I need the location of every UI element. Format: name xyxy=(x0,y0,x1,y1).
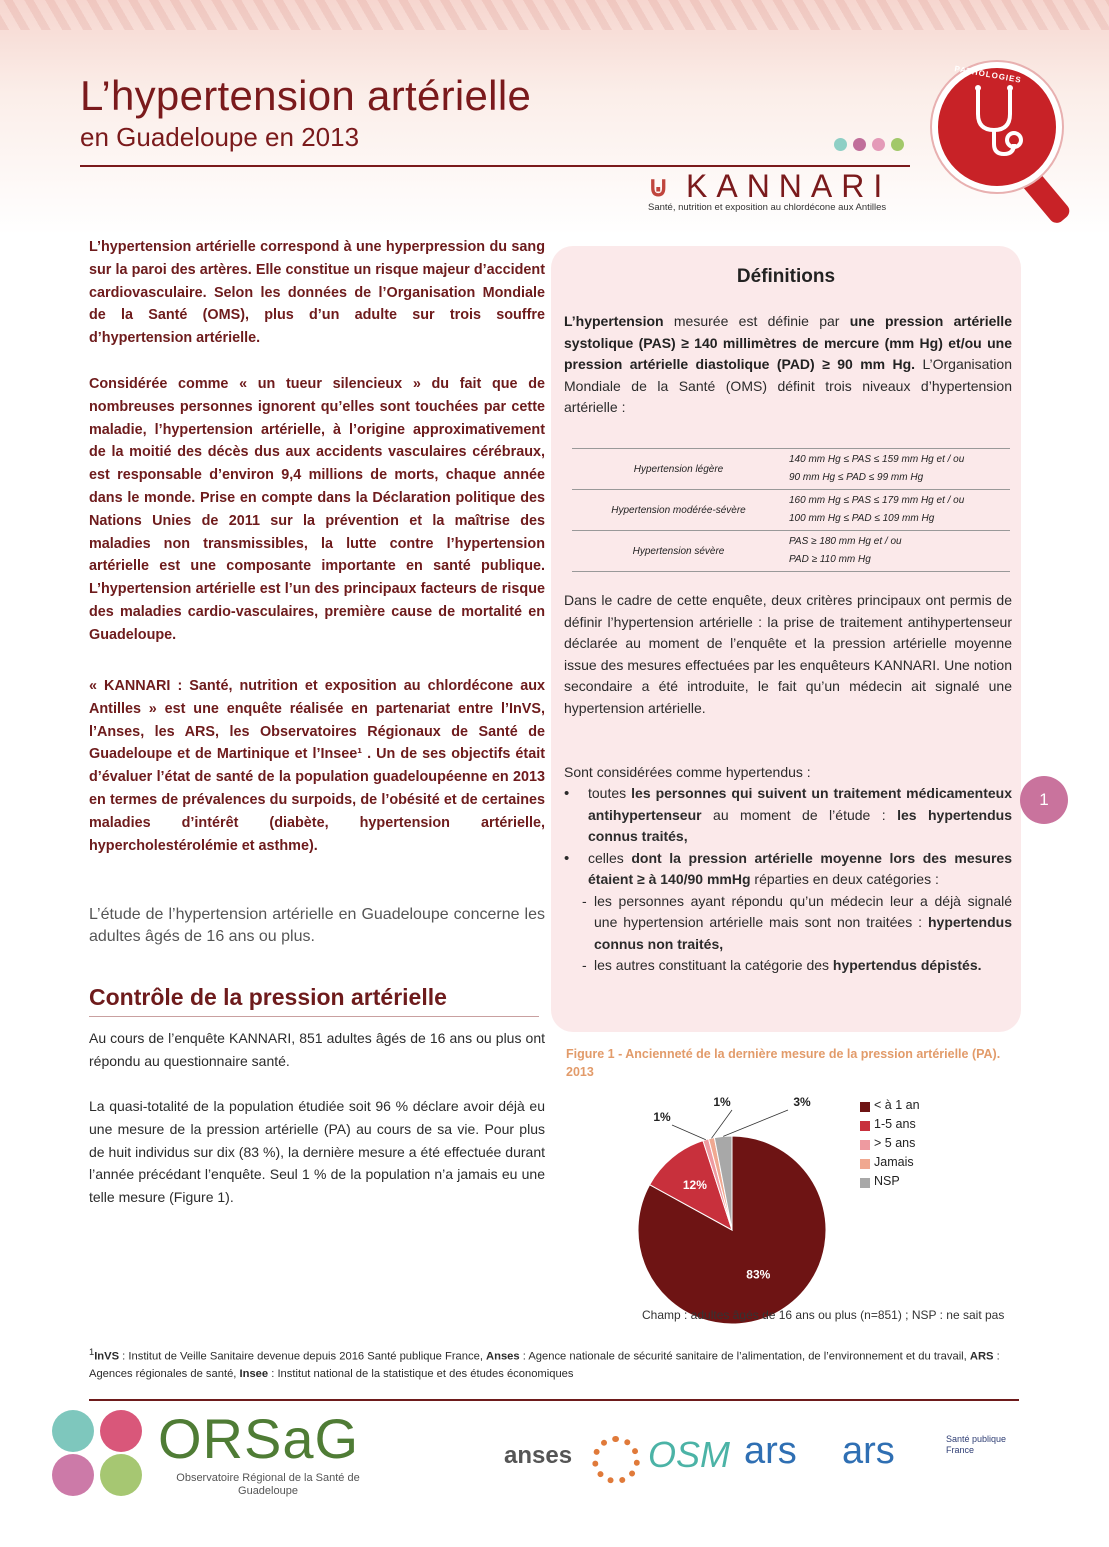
footnote-text: : Agences régionales de santé, xyxy=(89,1350,1000,1380)
list-text: celles xyxy=(588,849,632,866)
table-row xyxy=(572,531,1010,572)
hypertension-criteria-list xyxy=(564,783,1012,977)
list-item xyxy=(564,783,1012,848)
anses-ring-icon xyxy=(592,1436,640,1484)
orsag-logo xyxy=(50,1406,390,1506)
table-value-line: 140 mm Hg ≤ PAS ≤ 159 mm Hg et / ou xyxy=(789,454,965,465)
figure-title: Figure 1 - Ancienneté de la dernière mesure de la pression artérielle (PA). 2013 xyxy=(566,1047,1001,1079)
footnote-text: : Institut de Veille Sanitaire devenue depuis 2016 Santé publique France, xyxy=(119,1350,487,1363)
page-subtitle: en Guadeloupe en 2013 xyxy=(80,122,360,152)
sub-list-item xyxy=(564,955,1012,977)
definitions-title: Définitions xyxy=(736,266,836,287)
footnote xyxy=(89,1344,1019,1383)
legend-label: NSP xyxy=(874,1174,900,1188)
list-bold: les personnes qui suivent un traitement médicamenteux antihypertenseur xyxy=(588,785,1012,823)
footnote-term: Insee xyxy=(239,1367,269,1380)
dot-icon xyxy=(853,138,866,151)
table-value-line: PAD ≥ 110 mm Hg xyxy=(789,554,871,565)
kannari-logo xyxy=(648,168,916,214)
chart-legend xyxy=(860,1098,920,1193)
footer-divider xyxy=(89,1399,1019,1401)
title-underline xyxy=(80,165,910,167)
list-text: réparties en deux catégories : xyxy=(750,871,939,887)
pie-data-label: 12% xyxy=(682,1178,707,1193)
footnote-term: ARS xyxy=(969,1350,994,1363)
page-number-badge: 1 xyxy=(1020,776,1068,824)
list-text: les autres constituant la catégorie des xyxy=(594,957,833,973)
list-bold: dont la pression artérielle moyenne lors des mesures étaient ≥ à 140/90 mmHg xyxy=(588,849,1012,887)
footnote-term: Anses xyxy=(486,1350,520,1363)
orsag-wordmark: ORSaG xyxy=(158,1407,360,1470)
dot-icon xyxy=(872,138,885,151)
partner-logos xyxy=(504,1428,1024,1488)
table-cell-label: Hypertension sévère xyxy=(572,531,785,572)
legend-label: Jamais xyxy=(874,1155,914,1169)
table-value-line: 160 mm Hg ≤ PAS ≤ 179 mm Hg et / ou xyxy=(789,495,965,506)
footnote-marker: 1 xyxy=(89,1347,95,1357)
hypertension-levels-table xyxy=(572,448,1010,572)
sub-list-item xyxy=(564,891,1012,956)
kannari-mark-icon: ⊍ xyxy=(648,171,669,202)
search-bubble-icon xyxy=(52,1410,94,1452)
definitions-paragraph-3: Sont considérées comme hypertendus : xyxy=(564,764,811,780)
legend-swatch xyxy=(860,1140,870,1150)
legend-item xyxy=(860,1098,920,1117)
table-cell-values xyxy=(785,449,1010,490)
definitions-paragraph-2: Dans le cadre de cette enquête, deux critères principaux ont permis de définir l’hypertension artérielle : la prise de traitement antihypertenseur déclarée au moment de l’enquête et la pression artérielle moyenne issue des mesures effectuées par les enquêteurs KANNARI. Une notion secondaire a été introduite, le fait qu’un médecin ait signalé une hypertension artérielle. xyxy=(564,592,1012,716)
medicine-bubble-icon xyxy=(100,1454,142,1496)
magnifier-label: PATHOLOGIES xyxy=(953,64,1023,85)
definitions-box xyxy=(551,246,1021,1032)
intro-paragraph-1: L’hypertension artérielle correspond à une hyperpression du sang sur la paroi des artères. Elle constitue un risque majeur d’accident cardiovasculaire. Selon les données de l’Organisation Mondiale de la Santé (OMS), plus d’un adulte sur trois souffre d’hypertension artérielle. xyxy=(89,239,545,347)
pie-chart xyxy=(622,1092,882,1324)
pie-leader-line xyxy=(672,1125,706,1140)
table-cell-values xyxy=(785,490,1010,531)
section-paragraph-2: La quasi-totalité de la population étudiée soit 96 % déclare avoir déjà eu une mesure de la pression artérielle (PA) au cours de sa vie. Pour plus de huit individus sur dix (83 %), la dernière mesure a été effectuée durant l’année précédant l’enquête. Seul 1 % de la population n’a jamais eu une telle mesure (Figure 1). xyxy=(89,1098,545,1206)
section-paragraph-1: Au cours de l’enquête KANNARI, 851 adultes âgés de 16 ans ou plus ont répondu au questionnaire santé. xyxy=(89,1030,545,1069)
ars-logo-2: ars xyxy=(842,1430,895,1472)
chart-bubble-icon xyxy=(52,1454,94,1496)
legend-item xyxy=(860,1174,920,1193)
decorative-dots xyxy=(834,138,904,151)
anses-logo: anses xyxy=(504,1442,573,1469)
list-bold: hypertendus connus non traités, xyxy=(594,914,1012,952)
figure-source-note: Champ : adultes âgés de 16 ans ou plus (n=851) ; NSP : ne sait pas xyxy=(642,1308,1005,1322)
table-row xyxy=(572,490,1010,531)
section-title: Contrôle de la pression artérielle xyxy=(89,984,447,1010)
pie-data-label: 1% xyxy=(653,1110,671,1124)
magnifier-badge xyxy=(926,56,1076,246)
legend-swatch xyxy=(860,1178,870,1188)
def-term: L’hypertension xyxy=(564,313,664,329)
legend-label: < à 1 an xyxy=(874,1098,920,1112)
page-title: L’hypertension artérielle xyxy=(80,72,532,119)
footnote-text: : Institut national de la statistique et des études économiques xyxy=(268,1367,574,1380)
footnote-text: : Agence nationale de sécurité sanitaire de l’alimentation, de l’environnement et du travail, xyxy=(519,1350,970,1363)
def-text: L’Organisation Mondiale de la Santé (OMS) définit trois niveaux d’hypertension artérielle : xyxy=(564,356,1012,415)
list-text: au moment de l’étude : xyxy=(701,806,898,823)
legend-item xyxy=(860,1117,920,1136)
orsag-tagline: Observatoire Régional de la Santé de Guadeloupe xyxy=(176,1472,360,1497)
pie-data-label: 1% xyxy=(713,1095,731,1109)
legend-label: > 5 ans xyxy=(874,1136,916,1150)
list-text: toutes xyxy=(588,785,632,801)
table-row xyxy=(572,449,1010,490)
def-text: mesurée est définie par xyxy=(663,313,850,329)
legend-swatch xyxy=(860,1102,870,1112)
kannari-tagline: Santé, nutrition et exposition au chlordécone aux Antilles xyxy=(648,202,887,213)
list-item xyxy=(564,848,1012,891)
stethoscope-icon xyxy=(956,78,1036,168)
pie-data-label: 3% xyxy=(793,1095,811,1109)
list-bold: hypertendus dépistés. xyxy=(832,957,982,973)
legend-item xyxy=(860,1155,920,1174)
heart-bubble-icon xyxy=(100,1410,142,1452)
table-value-line: 100 mm Hg ≤ PAD ≤ 109 mm Hg xyxy=(789,513,935,524)
pie-leader-line xyxy=(723,1110,788,1136)
intro-paragraph-3: « KANNARI : Santé, nutrition et exposition au chlordécone aux Antilles » est une enquête réalisée en partenariat entre l’InVS, l’Anses, les ARS, les Observatoires Régionaux de Santé de Guadeloupe et de Martinique et l’Insee¹ . Un de ses objectifs était d’évaluer l’état de santé de la population guadeloupéenne en 2013 en termes de prévalences du surpoids, de l’obésité et de certaines maladies d’intérêt (diabète, hypertension artérielle, hypercholestérolémie et asthme). xyxy=(89,678,545,854)
kannari-wordmark: KANNARI xyxy=(686,168,892,204)
osm-logo: OSM xyxy=(648,1434,731,1475)
list-bold: les hypertendus connus traités, xyxy=(588,806,1012,844)
footnote-term: InVS xyxy=(94,1350,120,1363)
intro-paragraph-2: Considérée comme « un tueur silencieux » du fait que de nombreuses personnes ignorent qu’elles sont touchées par cette maladie, l’hypertension artérielle, à l’origine approximativement de la moitié des décès dus aux accidents vasculaires cérébraux, est responsable d’environ 9,4 millions de morts, chaque année dans le monde. Prise en compte dans la Déclaration politique des Nations Unies de 2011 sur la prévention et la maîtrise des maladies non transmissibles, la lutte contre l’hypertension artérielle est une composante importante en santé publique. L’hypertension artérielle est l’un des principaux facteurs de risque des maladies cardio-vasculaires, première cause de mortalité en Guadeloupe. xyxy=(89,376,545,643)
sante-publique-france-logo: Santé publique France xyxy=(946,1434,1007,1455)
def-criteria: une pression artérielle systolique (PAS) ≥ 140 millimètres de mercure (mm Hg) et/ou une pression artérielle diastolique (PAD) ≥ 90 mm Hg. xyxy=(564,313,1012,372)
legend-swatch xyxy=(860,1121,870,1131)
table-value-line: PAS ≥ 180 mm Hg et / ou xyxy=(789,536,902,547)
definitions-paragraph-1 xyxy=(564,311,1012,419)
table-cell-label: Hypertension modérée-sévère xyxy=(572,490,785,531)
table-cell-label: Hypertension légère xyxy=(572,449,785,490)
legend-label: 1-5 ans xyxy=(874,1117,916,1131)
table-value-line: 90 mm Hg ≤ PAD ≤ 99 mm Hg xyxy=(789,472,924,483)
study-note: L’étude de l’hypertension artérielle en Guadeloupe concerne les adultes âgés de 16 ans ou plus. xyxy=(89,906,545,945)
dot-icon xyxy=(834,138,847,151)
pie-data-label: 83% xyxy=(746,1267,771,1282)
table-cell-values xyxy=(785,531,1010,572)
dot-icon xyxy=(891,138,904,151)
ars-logo-1: ars xyxy=(744,1430,797,1472)
legend-item xyxy=(860,1136,920,1155)
legend-swatch xyxy=(860,1159,870,1169)
section-divider xyxy=(89,1016,539,1017)
list-text: les personnes ayant répondu qu’un médecin leur a déjà signalé une hypertension artérielle mais sont non traitées : xyxy=(594,892,1012,930)
